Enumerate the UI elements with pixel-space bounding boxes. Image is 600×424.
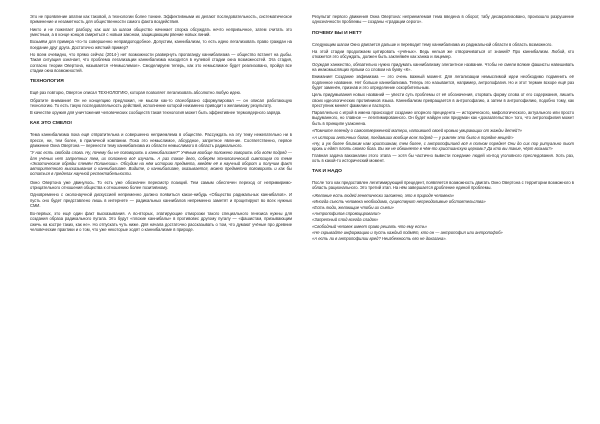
section-heading-technology: ТЕХНОЛОГИЯ — [30, 79, 64, 85]
quote: «Ну, а уж более близким нам христианам, тем более, с антропофилией всё в полном порядке! Они до сих пор ритуально пьют кровь и едят плоть своего бога. Вы же не обвиняете в чём-то христианскую церковь? Да кто вы такие, чёрт возьми?» — [312, 141, 574, 152]
paragraph: На этой стадии продолжаем цитировать «учёных». Ведь нельзя же отворачиваться от знаний? Про каннибализм. Любой, кто откажется это обсуждать, должен быть заклеймён как ханжа и лицемер. — [312, 48, 574, 60]
paragraph: Следующим шагом Окно двигается дальше и переводит тему каннибализма из радикальной области в область возможного. — [312, 41, 553, 47]
section-heading-how-bold: КАК ЭТО СМЕЛО! — [30, 121, 73, 127]
italic-paragraph: "У нас есть свобода слова. Ну, почему бы не поговорить о каннибализме?" Учёным вообще положено говорить обо всём подряд — для учёных нет запретных тем, их положено всё изучать. А раз такое дело, соберём этнологический симпозиум по теме «Экзотические обряды племён Полинезии». Обсудим на нём историю предмета, введём её в научный оборот и получим факт авторитетного высказывания о каннибализме. Видите, о каннибализме, оказывается, можно предметно поговорить и как бы остаться в пределах научной респектабельности. — [30, 150, 292, 177]
paragraph: Ещё раз повторю, Овертон описал ТЕХНОЛОГИЮ, которая позволяет легализовать абсолютно любую идею. — [30, 90, 242, 96]
list-item: «Антропофилов спровоцировали!» — [312, 211, 381, 217]
paragraph: Внимание! Создание эвфемизма — это очень важный момент. Для легализации немыслимой идеи необходимо подменить её подлинное название. Нет больше каннибализма. Теперь это называется, например, антропофагия. Но и этот термин вскоре ещё раз будет заменён, признав и это определение оскорбительным. — [312, 74, 574, 90]
quote-list — [312, 193, 574, 241]
paragraph: Никто и не пожелает разбору, как шаг за шагом общество начинает спорка обсуждать нечто непривычное, затем считать это уместным, а в конце концов смириться с новым законом, защищающим рвение новых линий. — [30, 26, 292, 37]
paragraph: Одновременно с околонаучной дискуссией непременно должно появиться какое-нибудь «Общество радикальных каннибалов». И пусть оно будет представлено лишь в интернете — радикальных каннибалов непременно заметят и процитируют во всех нужных СМИ. — [30, 192, 292, 208]
paragraph: Параллельно с игрой в имена происходит создание опорного прецедента — исторического, мифологического, актуального или просто выдуманного, но главное — легитимированного. Он будет найден или придуман как «доказательство» того, что антропофилия может быть в принципе узаконена. — [312, 110, 574, 126]
list-item: «А есть ли в антропофилии вред? Неизбежность его не доказана». — [312, 235, 447, 241]
list-item: «Есть люди, желающие чтобы их съели» — [312, 205, 394, 211]
list-item: «Иногда съесть человека необходимо, существуют непреодолимые обстоятельства» — [312, 199, 486, 205]
paragraph: После того как предоставлен легитимирующий прецедент, появляется возможность двигать Окно Овертона с территории возможного в область рационального. Это третий этап. На нём завершается дробление единой проблемы. — [312, 180, 574, 191]
section-heading-so-be-it: ТАК И НАДО — [312, 169, 342, 175]
section-heading-why-not: ПОЧЕМУ БЫ И НЕТ? — [312, 30, 362, 36]
quote-block — [312, 128, 574, 151]
paragraph: Обратите внимание! Он не концепцию предложил, не мысли как-то своеобразно сформулировал — он описал работающую технологию. То есть такую последовательность действий, исполнение которой неизменно приводит к желаемому результату. — [30, 97, 292, 108]
paragraph: Главная задача вакханалии этого этапа — хотя бы частично вывести поедание людей из-под уголовного преследования. Хоть раз, хоть в какой-то исторический момент. — [312, 152, 574, 163]
paragraph: Результат первого движения Окна Овертона: неприемлемая тема введена в оборот, табу десакрализовано, произошло разрушение однозначности проблемы — созданы «градации серого». — [312, 14, 574, 25]
paragraph: Но всем очевидно, что прямо сейчас (2014-) нет возможности развернуть пропаганду каннибализма — общество встанет на дыбы. Такая ситуация означает, что проблема легализации каннибализма находится в нулевой стадии окна возможностей. Эта стадия, согласно теории Овертона, называется «Немыслимое». Смоделируем теперь, как это немыслимое будет реализовано, пройдя все стадии окна возможностей. — [30, 52, 292, 73]
list-item: «Запретный плод всегда сладок» — [312, 217, 379, 223]
list-item: «Желание есть людей генетически заложено, это в природе человека» — [312, 192, 455, 198]
paragraph: Это не проявление апатии как таковой, а технологии более тонкие. Эффективными их делают последовательность, систематическое применение и незаметность для общественности самого факта воздействия. — [30, 14, 292, 25]
paragraph: В качестве оружия для уничтожения человеческих сообществ такая технология может быть эффективнее термоядерного заряда. — [30, 110, 282, 116]
left-page — [30, 14, 292, 416]
paragraph: Возьмём для примера что-то совершенно неправдоподобное. Допустим, каннибализм, то есть идею легализовать право граждан на поедание друг друга. Достаточно жёсткий пример? — [30, 39, 292, 50]
paragraph: Цель придумывания новых названий — увести суть проблемы от её обозначения, оторвать форму слова от его содержания, лишить своих идеологических противников языка. Каннибализм превращается в антропофагию, а затем в антропофилию, подобно тому, как преступник меняет фамилии и паспорта. — [312, 92, 574, 108]
right-page — [312, 14, 574, 416]
list-item: «Свободный человек имеет право решать что ему есть» — [312, 223, 428, 229]
paragraph: Во-первых, это ещё один факт высказывания. А во-вторых, эпатирующие отморозки такого специального генезиса нужны для создания образа радикального пугала. Это будут «плохие каннибалы» в противовес другому пугалу — «фашистам, призывающим сжечь на костре таких, как не». Но отпускать чуть ниже. Для начала достаточно рассказывать о том, что думают учёные про древние человеческие практики и о том, что уже некоторые ходят о каннибализме в природе. — [30, 211, 292, 232]
quote: «Помните легенду о самоотверженной матери, напоившей своей кровью умирающих от жажды детей?» — [312, 128, 522, 134]
list-item: «Не скрывайте информацию и пусть каждый поймёт, кто он — антропофил или антропофоб» — [312, 229, 503, 235]
paragraph: Осуждая ханжество, обязательно нужно придумать каннибализму элегантное название. Чтобы не смели всякие фашисты навешивать на инакомыслящих ярлыки со словом на букву «К». — [312, 61, 574, 72]
quote: «А истории античных богов, поедавших вообще всех подряд — у римлян это было в порядке вещей!» — [312, 134, 514, 140]
paragraph: Тема каннибализма пока ещё отвратительна и совершенно неприемлема в обществе. Рассуждать на эту тему нежелательно ни в прессе, ни, тем более, в приличной компании. Пока это немыслимое, абсурдное, запретное явление. Соответственно, первое движение Окна Овертона — перенести тему каннибализма из области немыслимого в область радикального. — [30, 132, 292, 148]
paragraph: Окно Овертона уже двинулось. То есть уже обозначен пересмотр позиций. Тем самым обеспечен переход от непримиримо-отрицательного отношения общества к отношению более позитивному. — [30, 179, 292, 190]
